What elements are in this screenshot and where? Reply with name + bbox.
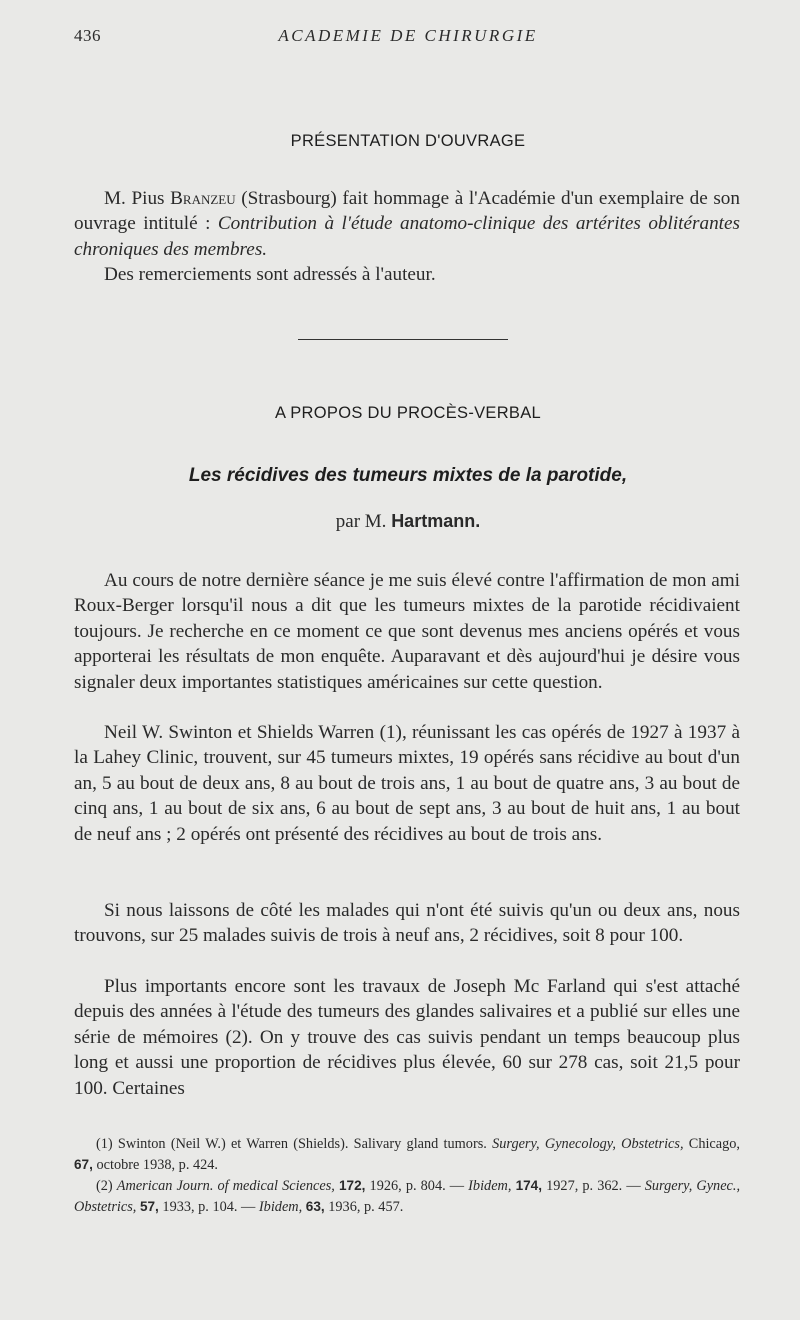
body-paragraph: Plus importants encore sont les travaux de Joseph Mc Farland qui s'est attaché depuis des années à l'étude des tumeurs des glandes salivaires et a publié sur elles une série de mémoires (2). On y trouve des cas suivis pendant un temps beaucoup plus long et aussi une proportion de récidives plus élevée, 60 sur 278 cas, soit 21,5 pour 100. Certaines (74, 976, 740, 1099)
footnote-2: (2) American Journ. of medical Sciences, 172, 1926, p. 804. — Ibidem, 174, 1927, p. 362. — Surgery, Gynec., Obstetrics, 57, 1933, p. 104. — Ibidem, 63, 1936, p. 457. (74, 1178, 741, 1215)
thanks-paragraph: Des remerciements sont adressés à l'auteur. (104, 264, 436, 285)
journal-title: ACADEMIE DE CHIRURGIE (278, 26, 538, 45)
footnote-1: (1) Swinton (Neil W.) et Warren (Shields). Salivary gland tumors. Surgery, Gynecology, Obstetrics, Chicago, 67, octobre 1938, p. 424. (74, 1136, 740, 1173)
section-divider (298, 339, 508, 340)
proces-verbal-heading: A PROPOS DU PROCÈS-VERBAL (274, 404, 542, 422)
article-title: Les récidives des tumeurs mixtes de la parotide, (188, 465, 628, 486)
presentation-heading: PRÉSENTATION D'OUVRAGE (290, 132, 526, 150)
body-paragraph: Au cours de notre dernière séance je me suis élevé contre l'affirmation de mon ami Roux-Berger lorsqu'il nous a dit que les tumeurs mixtes de la parotide récidivaient toujours. Je recherche en ce moment ce que sont devenus mes anciens opérés et vous apporterai les résultats de mon enquête. Auparavant et dès aujourd'hui je désire vous signaler deux importantes statistiques américaines sur cette question. (74, 570, 740, 693)
running-header (74, 26, 742, 50)
body-paragraph: Neil W. Swinton et Shields Warren (1), réunissant les cas opérés de 1927 à 1937 à la Lahey Clinic, trouvent, sur 45 tumeurs mixtes, 19 opérés sans récidive au bout d'un an, 5 au bout de deux ans, 8 au bout de trois ans, 1 au bout de quatre ans, 3 au bout de cinq ans, 1 au bout de six ans, 6 au bout de sept ans, 3 au bout de huit ans, 1 au bout de neuf ans ; 2 opérés ont présenté des récidives au bout de trois ans. (74, 722, 740, 845)
author-name: Hartmann. (391, 511, 481, 531)
presentation-paragraph: M. Pius Branzeu (Strasbourg) fait hommage à l'Académie d'un exemplaire de son ouvrage intitulé : Contribution à l'étude anatomo-clinique des artérites oblitérantes chroniques des membres. (74, 188, 740, 260)
body-paragraph: Si nous laissons de côté les malades qui n'ont été suivis qu'un ou deux ans, nous trouvons, sur 25 malades suivis de trois à neuf ans, 2 récidives, soit 8 pour 100. (74, 900, 740, 947)
byline: par M. Hartmann. (335, 511, 481, 532)
book-title: Contribution à l'étude anatomo-clinique des artérites oblitérantes chroniques des membres. (74, 213, 740, 260)
page-number: 436 (74, 26, 101, 45)
author-name: Branzeu (170, 188, 236, 209)
